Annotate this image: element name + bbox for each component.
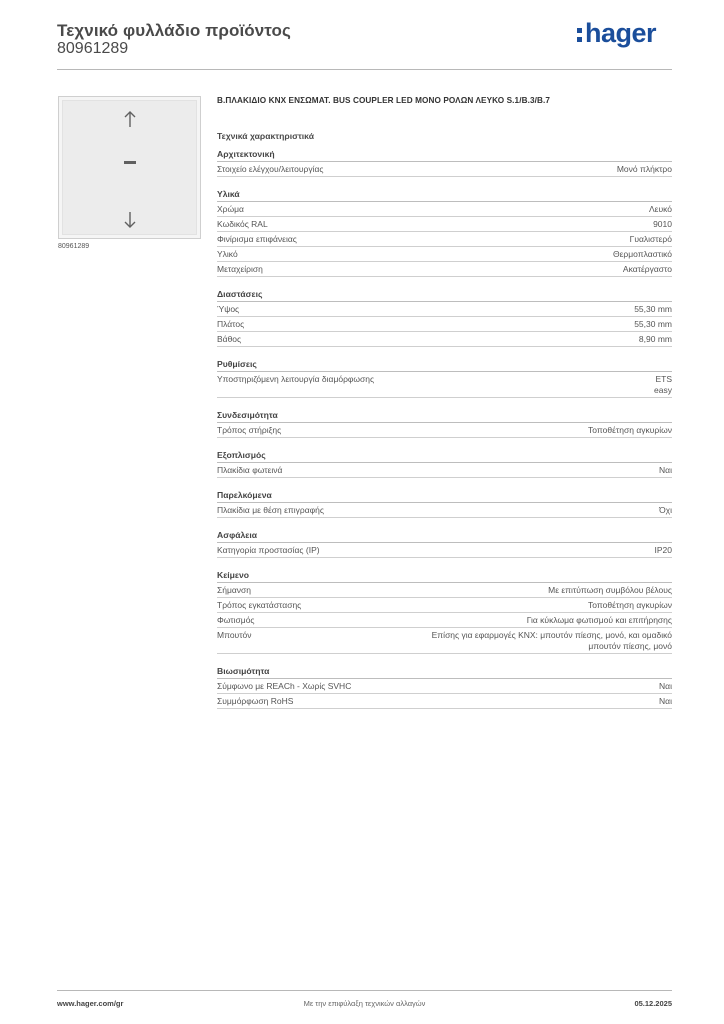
spec-label: Πλακίδια φωτεινά [217,465,283,475]
logo-dots [577,28,582,42]
spec-label: Φωτισμός [217,615,255,625]
spec-row [217,423,672,438]
spec-label: Στοιχείο ελέγχου/λειτουργίας [217,164,324,174]
product-number: 80961289 [57,40,129,57]
spec-row [217,317,672,332]
spec-label: Μπουτόν [217,630,252,640]
spec-value: Με επιτύπωση συμβόλου βέλους [548,585,672,595]
spec-row [217,598,672,613]
spec-label: Υποστηριζόμενη λειτουργία διαμόρφωσης [217,374,375,384]
spec-value: Επίσης για εφαρμογές KNX: μπουτόν πίεσης, μονό, και ομαδικό μπουτόν πίεσης, μονό [431,630,672,651]
spec-row [217,262,672,277]
footer-note: Με την επιφύλαξη τεχνικών αλλαγών [303,999,426,1008]
spec-section [217,570,672,654]
spec-row [217,302,672,317]
spec-label: Κωδικός RAL [217,219,268,229]
spec-label: Πλακίδια με θέση επιγραφής [217,505,324,515]
spec-label: Κατηγορία προστασίας (IP) [217,545,320,555]
spec-section [217,410,672,438]
spec-section [217,289,672,347]
spec-label: Σήμανση [217,585,252,595]
spec-row [217,332,672,347]
product-plate [62,100,197,235]
section-title: Κείμενο [217,570,672,583]
spec-value: Γυαλιστερό [629,234,672,244]
section-title: Βιωσιμότητα [217,666,672,679]
spec-value: ETS easy [654,374,672,395]
spec-row [217,202,672,217]
section-title: Υλικά [217,189,672,202]
spec-label: Σύμφωνο με REACh - Χωρίς SVHC [217,681,352,691]
spec-section [217,666,672,709]
section-title: Ρυθμίσεις [217,359,672,372]
spec-value: 9010 [653,219,672,229]
spec-row [217,694,672,709]
spec-row [217,162,672,177]
spec-label: Βάθος [217,334,242,344]
spec-row [217,583,672,598]
section-title: Ασφάλεια [217,530,672,543]
spec-row [217,503,672,518]
spec-row [217,463,672,478]
spec-sections [217,149,672,709]
spec-label: Χρώμα [217,204,244,214]
section-title: Συνδεσιμότητα [217,410,672,423]
spec-value: Θερμοπλαστικό [612,249,672,259]
spec-section [217,450,672,478]
spec-value: IP20 [654,545,672,555]
spec-value: Ναι [659,696,672,706]
spec-section [217,490,672,518]
spec-row [217,628,672,654]
spec-row [217,247,672,262]
spec-content [217,96,672,721]
spec-value: Ναι [659,465,672,475]
spec-row [217,543,672,558]
spec-value: Τοποθέτηση αγκυρίων [588,600,672,610]
spec-value: 8,90 mm [638,334,672,344]
page-title: Τεχνικό φυλλάδιο προϊόντος [57,21,291,40]
spec-row [217,679,672,694]
section-title: Εξοπλισμός [217,450,672,463]
spec-value: Όχι [659,505,672,515]
product-image [58,96,201,239]
section-title: Παρελκόμενα [217,490,672,503]
spec-row [217,232,672,247]
spec-value: Ακατέργαστο [622,264,672,274]
spec-value: Τοποθέτηση αγκυρίων [588,425,672,435]
spec-row [217,217,672,232]
spec-value: Λευκό [649,204,672,214]
spec-value: Για κύκλωμα φωτισμού και επιτήρησης [526,615,672,625]
spec-label: Μεταχείριση [217,264,263,274]
spec-section [217,189,672,277]
spec-label: Συμμόρφωση RoHS [217,696,294,706]
footer-url[interactable]: www.hager.com/gr [57,999,124,1008]
spec-section [217,530,672,558]
minus-icon [124,161,136,164]
image-caption: 80961289 [58,243,90,250]
section-title: Διαστάσεις [217,289,672,302]
spec-label: Τρόπος εγκατάστασης [217,600,302,610]
spec-label: Πλάτος [217,319,245,329]
spec-row [217,372,672,398]
page-footer [57,990,672,1010]
spec-value: Μονό πλήκτρο [616,164,672,174]
section-title: Αρχιτεκτονική [217,149,672,162]
spec-label: Τρόπος στήριξης [217,425,282,435]
spec-value: 55,30 mm [634,304,672,314]
spec-label: Υλικό [217,249,238,259]
page-header [57,18,672,70]
logo-text: hager [584,17,656,48]
hager-logo [577,18,656,48]
spec-row [217,613,672,628]
product-name: Β.ΠΛΑΚΙΔΙΟ KNX ΕΝΣΩΜΑΤ. BUS COUPLER LED ΜΟΝΟ ΡΟΛΩΝ ΛΕΥΚΟ S.1/B.3/B.7 [217,96,551,105]
spec-section [217,149,672,177]
spec-value: 55,30 mm [634,319,672,329]
spec-label: Φινίρισμα επιφάνειας [217,234,297,244]
arrow-up-icon [123,110,137,128]
spec-value: Ναι [659,681,672,691]
footer-date: 05.12.2025 [634,999,672,1008]
spec-label: Ύψος [217,304,240,314]
spec-section [217,359,672,398]
specs-heading: Τεχνικά χαρακτηριστικά [217,131,314,141]
arrow-down-icon [123,211,137,229]
